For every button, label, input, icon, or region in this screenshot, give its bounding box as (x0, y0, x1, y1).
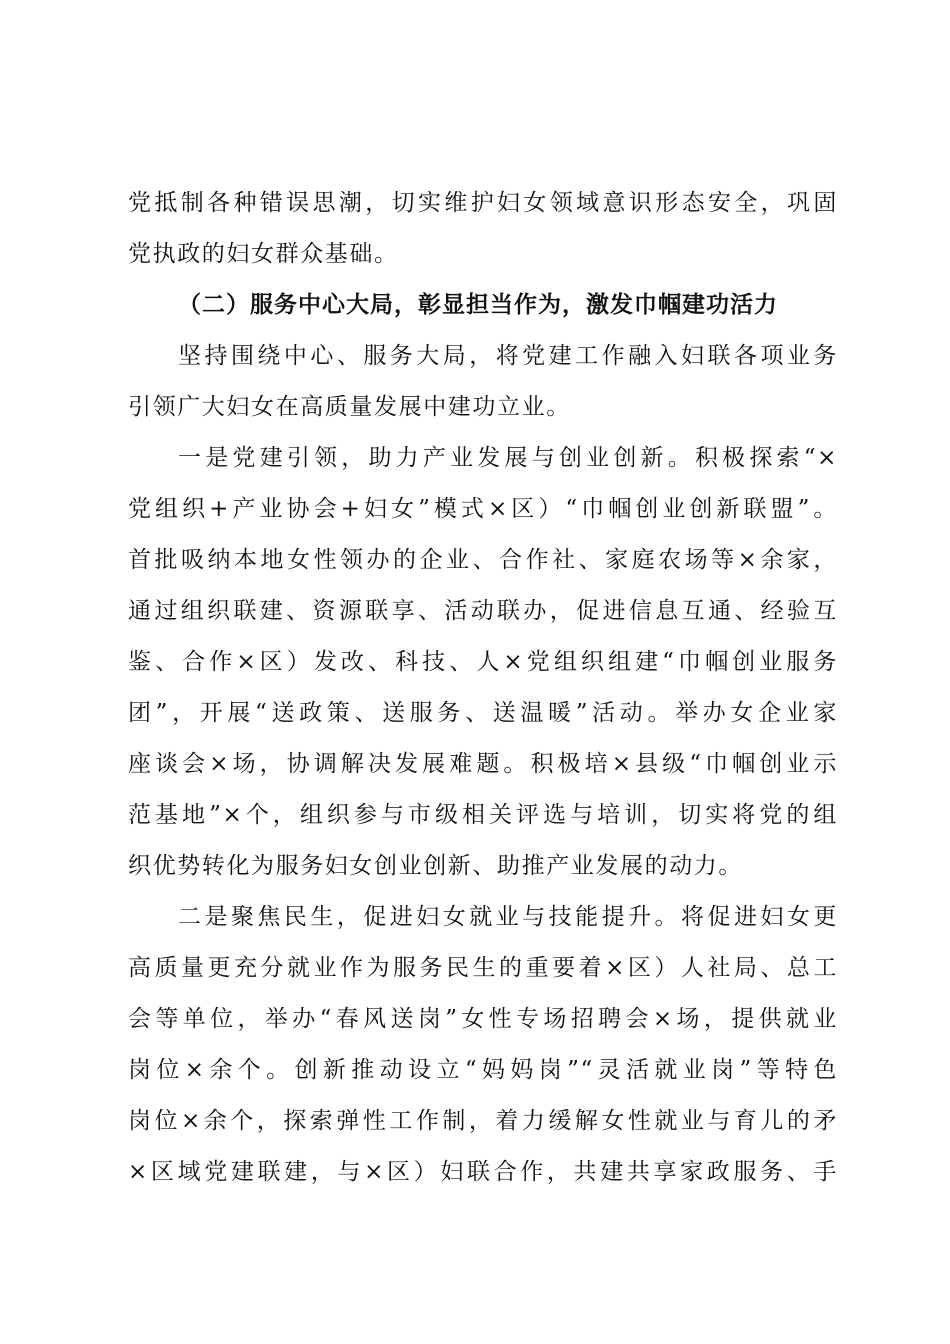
text-line: 高质量更充分就业作为服务民生的重要着×区）人社局、总工 (128, 955, 838, 981)
text-line: 二是聚焦民生，促进妇女就业与技能提升。将促进妇女更 (178, 904, 838, 930)
text-line: 党执政的妇女群众基础。 (128, 241, 399, 267)
text-line: 范基地”×个，组织参与市级相关评选与培训，切实将党的组 (128, 802, 838, 828)
text-line: 团”，开展“送政策、送服务、送温暖”活动。举办女企业家 (128, 700, 838, 726)
document-body (128, 178, 838, 1198)
text-line: 织优势转化为服务妇女创业创新、助推产业发展的动力。 (128, 853, 743, 879)
text-line: 党抵制各种错误思潮，切实维护妇女领域意识形态安全，巩固 (128, 190, 838, 216)
text-line: 会等单位，举办“春风送岗”女性专场招聘会×场，提供就业 (128, 1006, 838, 1032)
text-line: 岗位×余个。创新推动设立“妈妈岗”“灵活就业岗”等特色 (128, 1057, 838, 1083)
text-line: 引领广大妇女在高质量发展中建功立业。 (128, 394, 571, 420)
text-line: 岗位×余个，探索弹性工作制，着力缓解女性就业与育儿的矛 (128, 1108, 838, 1134)
section-heading: （二）服务中心大局，彰显担当作为，激发巾帼建功活力 (178, 292, 778, 318)
text-line: 一是党建引领，助力产业发展与创业创新。积极探索“× (178, 445, 838, 471)
text-line: 座谈会×场，协调解决发展难题。积极培×县级“巾帼创业示 (128, 751, 838, 777)
text-line: 坚持围绕中心、服务大局，将党建工作融入妇联各项业务 (178, 343, 838, 369)
text-line: 通过组织联建、资源联享、活动联办，促进信息互通、经验互 (128, 598, 838, 624)
text-line: 鉴、合作×区）发改、科技、人×党组织组建“巾帼创业服务 (128, 649, 838, 675)
text-line: 党组织+产业协会+妇女”模式×区）“巾帼创业创新联盟”。 (128, 496, 838, 522)
text-line: ×区域党建联建，与×区）妇联合作，共建共享家政服务、手 (128, 1159, 838, 1185)
text-line: 首批吸纳本地女性领办的企业、合作社、家庭农场等×余家， (128, 547, 838, 573)
